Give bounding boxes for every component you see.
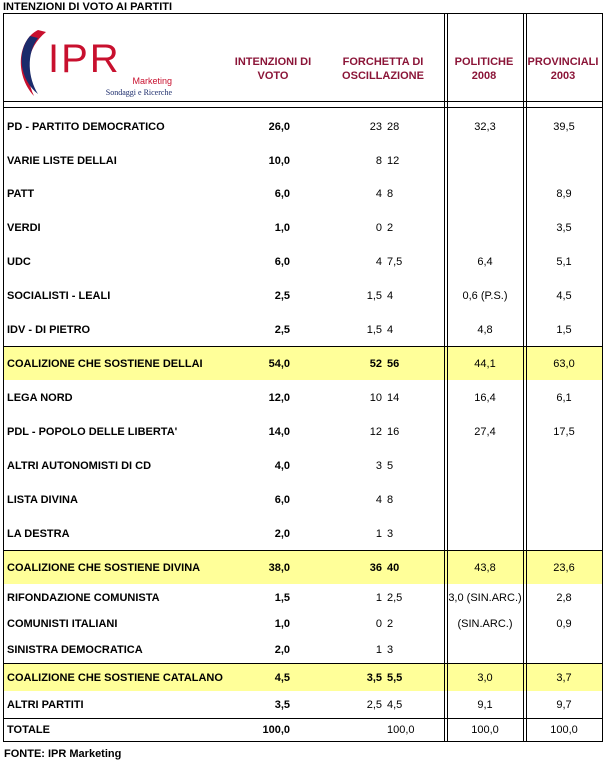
table-row: [4, 313, 602, 346]
range-low: 3,5: [366, 671, 382, 684]
table-row: [4, 692, 602, 718]
range-high: 16: [387, 425, 400, 438]
provinciali-2003-value: 63,0: [553, 357, 575, 370]
vote-intention: 6,0: [274, 255, 290, 268]
politiche-2008-value: 32,3: [474, 120, 496, 133]
vote-intention: 14,0: [268, 425, 290, 438]
range-low: 4: [375, 493, 382, 506]
vote-intention: 10,0: [268, 154, 290, 167]
range-low: 0: [375, 617, 382, 630]
politiche-2008-value: 3,0: [477, 671, 493, 684]
vote-intention: 2,5: [274, 323, 290, 336]
range-low: 2,5: [366, 699, 382, 711]
vote-intention: 4,0: [274, 459, 290, 472]
table-row: [4, 177, 602, 210]
range-high: 2: [387, 617, 394, 630]
total-row: [4, 719, 602, 741]
range-low: 3: [375, 459, 382, 472]
party-name: ALTRI PARTITI: [7, 699, 84, 711]
svg-text:Sondaggi e Ricerche: Sondaggi e Ricerche: [105, 88, 172, 97]
party-name: COALIZIONE CHE SOSTIENE DELLAI: [7, 357, 203, 370]
party-name: PATT: [7, 187, 35, 200]
range-high: 14: [387, 391, 400, 404]
party-name: ALTRI AUTONOMISTI DI CD: [7, 459, 152, 472]
header-provinciali: PROVINCIALI 2003: [527, 56, 599, 82]
table-row: [4, 517, 602, 550]
range-high: 8: [387, 187, 394, 200]
party-name: SINISTRA DEMOCRATICA: [7, 644, 143, 656]
range-high: 2: [387, 221, 394, 234]
table-row: [4, 279, 602, 312]
vote-intention: 12,0: [268, 391, 290, 404]
range-high: 56: [387, 357, 400, 370]
provinciali-2003-value: 3,5: [556, 221, 572, 234]
range-low: 4: [375, 187, 382, 200]
table-row: [4, 611, 602, 636]
politiche-2008-value: 44,1: [474, 357, 496, 370]
table-row: [4, 245, 602, 278]
range-low: 36: [369, 561, 382, 574]
vote-intention: 2,0: [274, 644, 290, 656]
party-name: PDL - POPOLO DELLE LIBERTA': [7, 425, 178, 438]
table-row: [4, 144, 602, 177]
table-row: [4, 483, 602, 516]
range-low: 4: [375, 255, 382, 268]
politiche-2008-value: 16,4: [474, 391, 496, 404]
vote-intention: 38,0: [268, 561, 290, 574]
provinciali-2003-value: 2,8: [556, 591, 572, 604]
range-low: 52: [369, 357, 382, 370]
vote-intention: 2,5: [274, 289, 290, 302]
politiche-2008-value: 9,1: [477, 699, 493, 711]
party-name: COMUNISTI ITALIANI: [7, 617, 118, 630]
party-name: LISTA DIVINA: [7, 493, 78, 506]
party-name: LA DESTRA: [7, 527, 70, 540]
header-forchetta: FORCHETTA DI OSCILLAZIONE: [342, 56, 424, 82]
party-name: LEGA NORD: [7, 391, 73, 404]
svg-text:Marketing: Marketing: [132, 76, 172, 86]
table-row: [4, 415, 602, 448]
vote-intention: 54,0: [268, 357, 290, 370]
vote-intention: 1,0: [274, 221, 290, 234]
range-low: 12: [369, 425, 382, 438]
range-low: 10: [369, 391, 382, 404]
provinciali-2003-value: 6,1: [556, 391, 572, 404]
provinciali-2003-value: 0,9: [556, 617, 572, 630]
range-high: 5,5: [387, 671, 403, 684]
range-high: 7,5: [387, 255, 403, 268]
politiche-2008-value: (SIN.ARC.): [457, 617, 513, 630]
ipr-logo: [8, 22, 178, 102]
provinciali-2003-value: 23,6: [553, 561, 575, 574]
range-high: 4: [387, 323, 394, 336]
party-name: VERDI: [7, 221, 41, 234]
party-name: IDV - DI PIETRO: [7, 323, 91, 336]
range-low: 8: [375, 154, 382, 167]
coalition-row: [4, 347, 602, 380]
vote-intention: 1,0: [274, 617, 290, 630]
range-high: 28: [387, 120, 400, 133]
table-row: [4, 211, 602, 244]
provinciali-2003-value: 8,9: [556, 187, 572, 200]
header-politiche: POLITICHE 2008: [454, 56, 514, 82]
vote-intention: 4,5: [274, 671, 290, 684]
range-high: 4,5: [387, 699, 403, 711]
provinciali-2003-value: 5,1: [556, 255, 572, 268]
politiche-2008-value: 100,0: [471, 724, 499, 736]
range-high: 40: [387, 561, 400, 574]
range-low: 1,5: [366, 289, 382, 302]
range-high: 4: [387, 289, 394, 302]
vote-intention: 3,5: [274, 699, 290, 711]
range-high: 5: [387, 459, 394, 472]
range-high: 2,5: [387, 591, 403, 604]
table-row: [4, 381, 602, 414]
provinciali-2003-value: 4,5: [556, 289, 572, 302]
range-low: 1,5: [366, 323, 382, 336]
range-high: 3: [387, 527, 394, 540]
provinciali-2003-value: 39,5: [553, 120, 575, 133]
politiche-2008-value: 6,4: [477, 255, 493, 268]
coalition-row: [4, 551, 602, 584]
range-high: 12: [387, 154, 400, 167]
table-row: [4, 449, 602, 482]
page-title: INTENZIONI DI VOTO AI PARTITI: [3, 1, 173, 13]
vote-intention: 26,0: [268, 120, 290, 133]
range-high: 3: [387, 644, 394, 656]
party-name: VARIE LISTE DELLAI: [7, 154, 117, 167]
vote-intention: 6,0: [274, 493, 290, 506]
vote-intention: 1,5: [274, 591, 290, 604]
table-row: [4, 110, 602, 143]
party-name: COALIZIONE CHE SOSTIENE DIVINA: [7, 561, 201, 574]
range-high: 100,0: [387, 724, 415, 736]
vote-intention: 2,0: [274, 527, 290, 540]
party-name: SOCIALISTI - LEALI: [7, 289, 111, 302]
politiche-2008-value: 43,8: [474, 561, 496, 574]
range-low: 1: [375, 591, 382, 604]
provinciali-2003-value: 3,7: [556, 671, 572, 684]
party-name: UDC: [7, 255, 31, 268]
politiche-2008-value: 4,8: [477, 323, 493, 336]
provinciali-2003-value: 100,0: [550, 724, 578, 736]
party-name: PD - PARTITO DEMOCRATICO: [7, 120, 165, 133]
range-low: 1: [375, 644, 382, 656]
vote-intention: 6,0: [274, 187, 290, 200]
header-intenzioni: INTENZIONI DI VOTO: [234, 56, 312, 82]
range-low: 1: [375, 527, 382, 540]
politiche-2008-value: 27,4: [474, 425, 496, 438]
party-name: COALIZIONE CHE SOSTIENE CATALANO: [7, 671, 223, 684]
vote-intention: 100,0: [262, 724, 290, 736]
party-name: RIFONDAZIONE COMUNISTA: [7, 591, 160, 604]
coalition-row: [4, 664, 602, 691]
table-row: [4, 637, 602, 663]
party-name: TOTALE: [7, 724, 50, 736]
table-row: [4, 585, 602, 610]
range-low: 0: [375, 221, 382, 234]
source-footer: FONTE: IPR Marketing: [4, 748, 122, 760]
provinciali-2003-value: 1,5: [556, 323, 572, 336]
range-high: 8: [387, 493, 394, 506]
range-low: 23: [369, 120, 382, 133]
svg-text:IPR: IPR: [48, 37, 121, 81]
provinciali-2003-value: 9,7: [556, 699, 572, 711]
provinciali-2003-value: 17,5: [553, 425, 575, 438]
politiche-2008-value: 3,0 (SIN.ARC.): [448, 591, 522, 604]
politiche-2008-value: 0,6 (P.S.): [462, 289, 508, 302]
